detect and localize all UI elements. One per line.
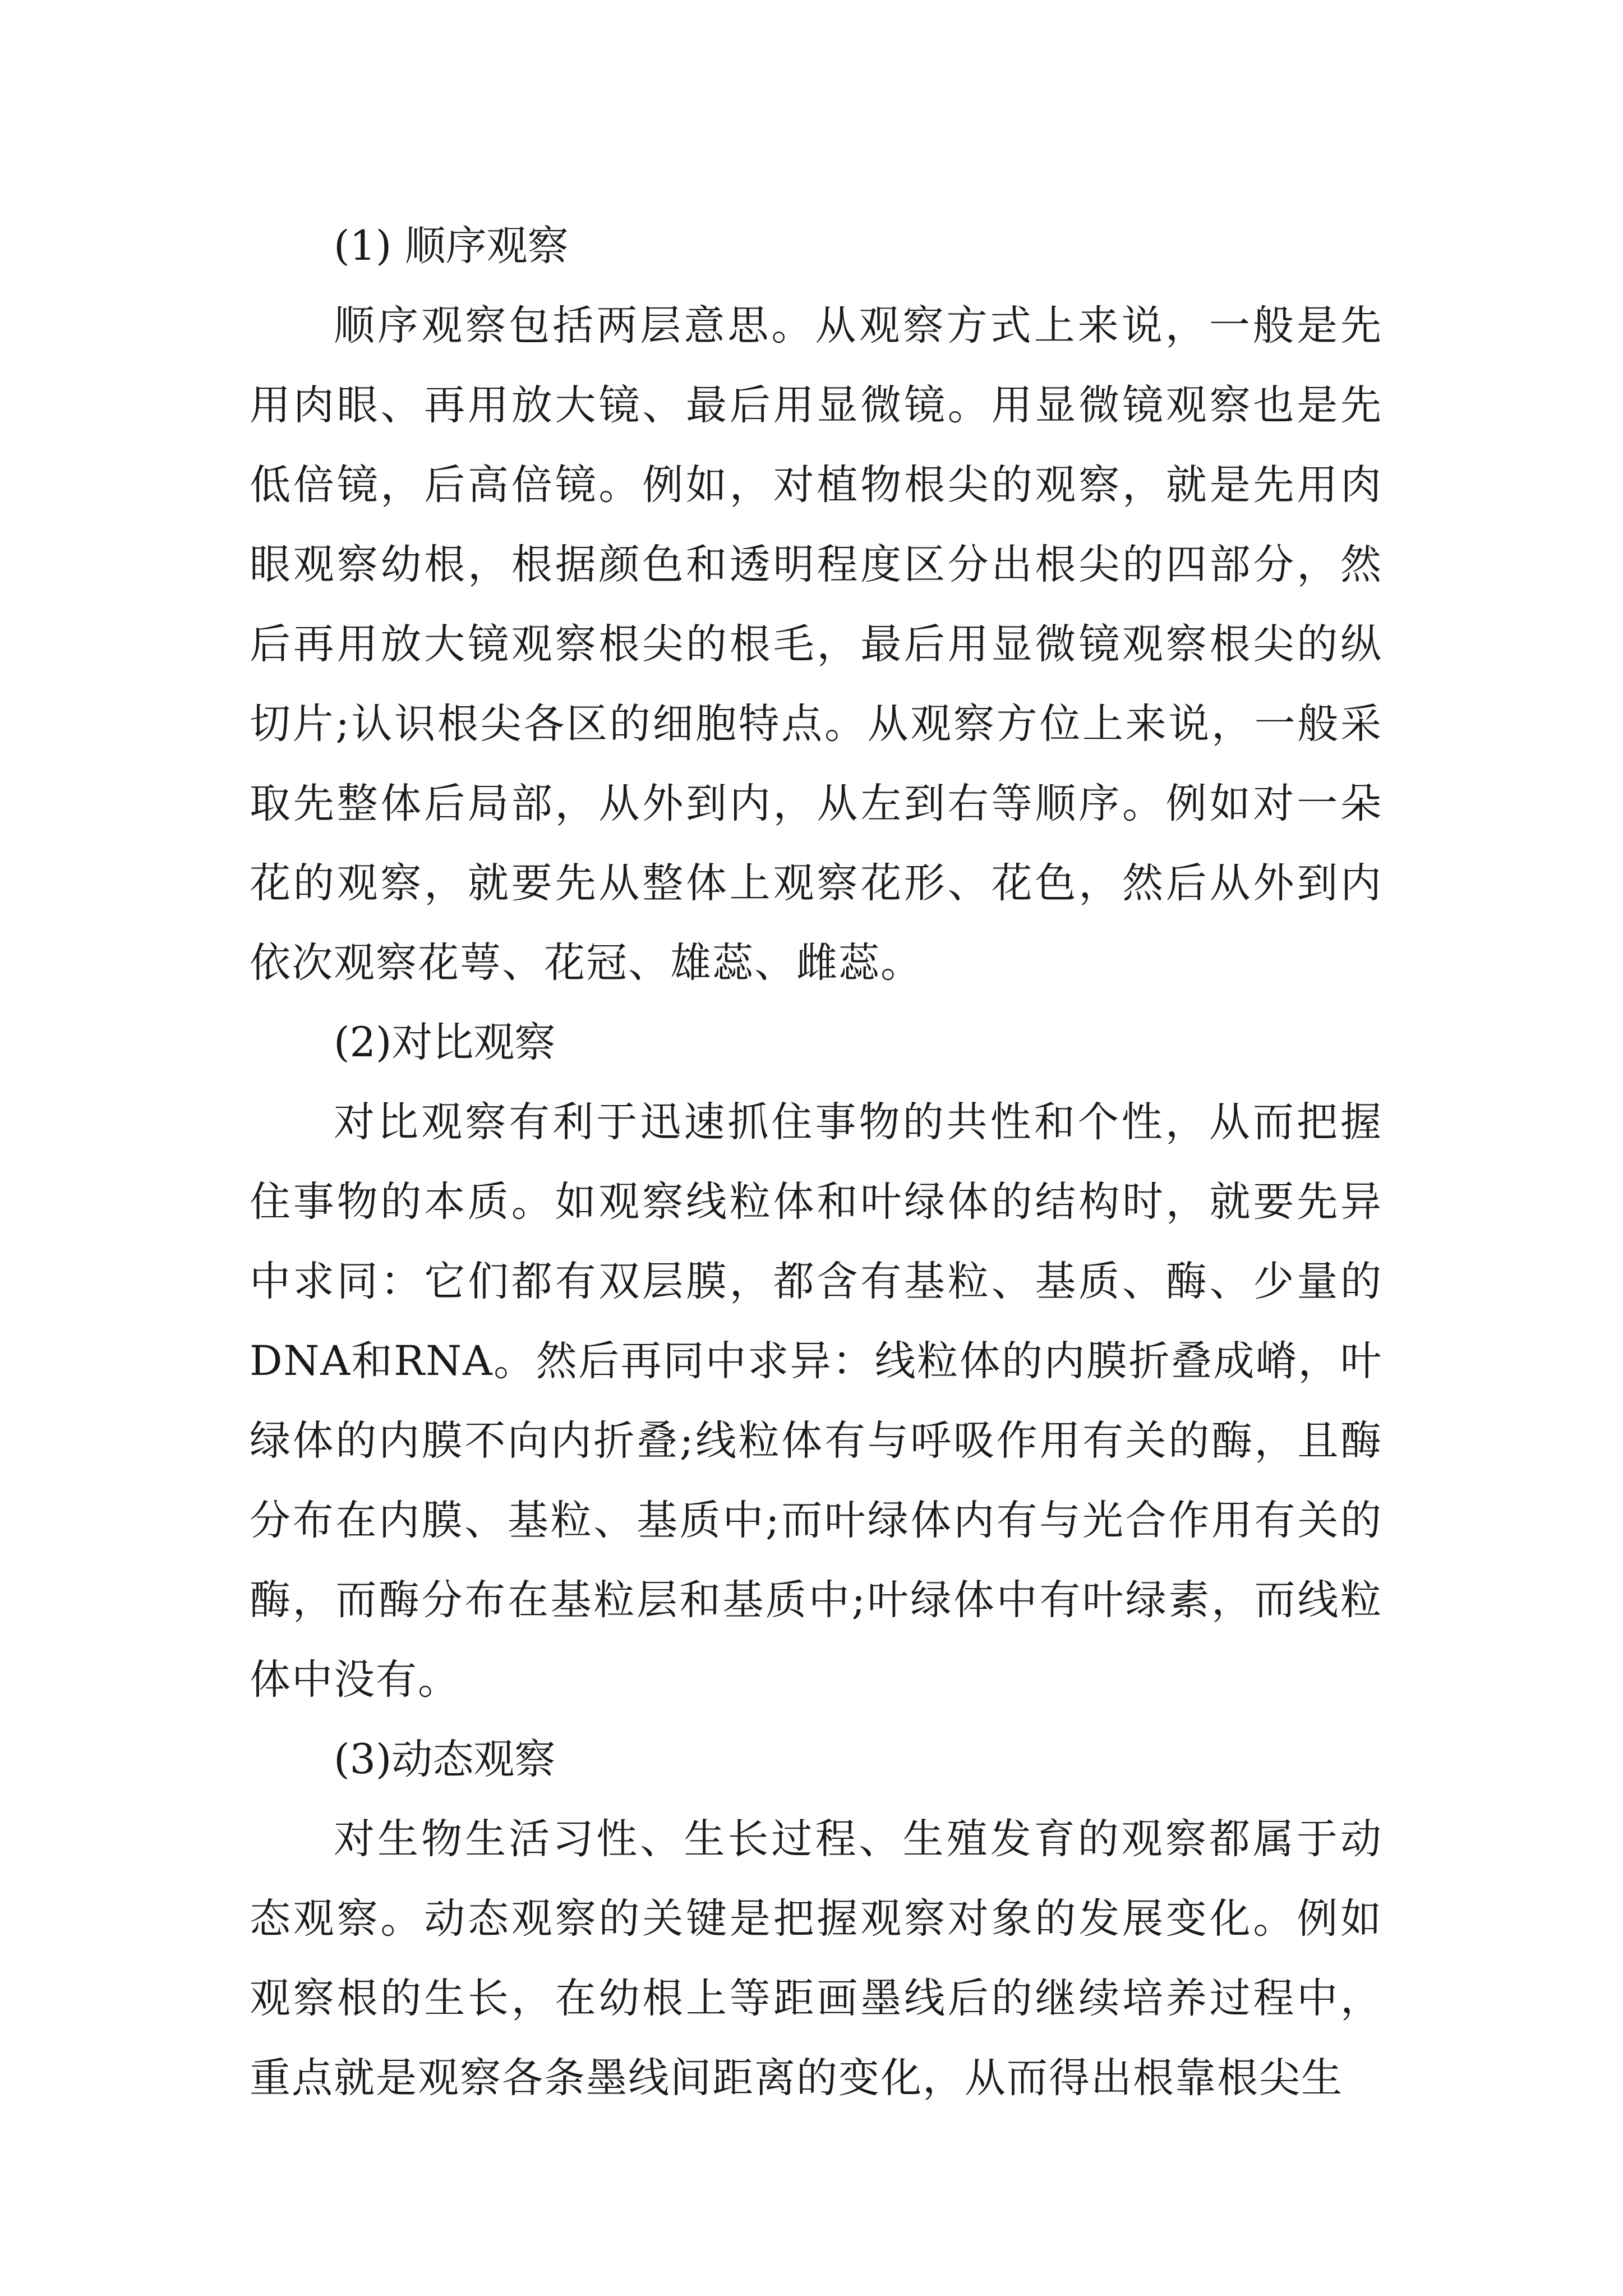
document-body [250,206,1382,2118]
section-heading-comparative-observation: (2)对比观察 [334,1019,556,1066]
section-paragraph-sequential-observation: 顺序观察包括两层意思。从观察方式上来说，一般是先用肉眼、再用放大镜、最后用显微镜。用显微镜观察也是先低倍镜，后高倍镜。例如，对植物根尖的观察，就是先用肉眼观察幼根，根据颜色和透明程度区分出根尖的四部分，然后再用放大镜观察根尖的根毛，最后用显微镜观察根尖的纵切片;认识根尖各区的细胞特点。从观察方位上来说，一般采取先整体后局部，从外到内，从左到右等顺序。例如对一朵花的观察，就要先从整体上观察花形、花色，然后从外到内依次观察花萼、花冠、雄蕊、雌蕊。 [250,302,1382,987]
section-paragraph-dynamic-observation: 对生物生活习性、生长过程、生殖发育的观察都属于动态观察。动态观察的关键是把握观察对象的发展变化。例如观察根的生长，在幼根上等距画墨线后的继续培养过程中，重点就是观察各条墨线间距离的变化，从而得出根靠根尖生 [250,1815,1382,2102]
section-heading-dynamic-observation: (3)动态观察 [334,1736,556,1783]
section-heading-sequential-observation: (1) 顺序观察 [334,222,569,270]
section-paragraph-comparative-observation: 对比观察有利于迅速抓住事物的共性和个性，从而把握住事物的本质。如观察线粒体和叶绿体的结构时，就要先异中求同：它们都有双层膜，都含有基粒、基质、酶、少量的DNA和RNA。然后再同中求异：线粒体的内膜折叠成嵴，叶绿体的内膜不向内折叠;线粒体有与呼吸作用有关的酶，且酶分布在内膜、基粒、基质中;而叶绿体内有与光合作用有关的酶，而酶分布在基粒层和基质中;叶绿体中有叶绿素，而线粒体中没有。 [250,1098,1382,1704]
